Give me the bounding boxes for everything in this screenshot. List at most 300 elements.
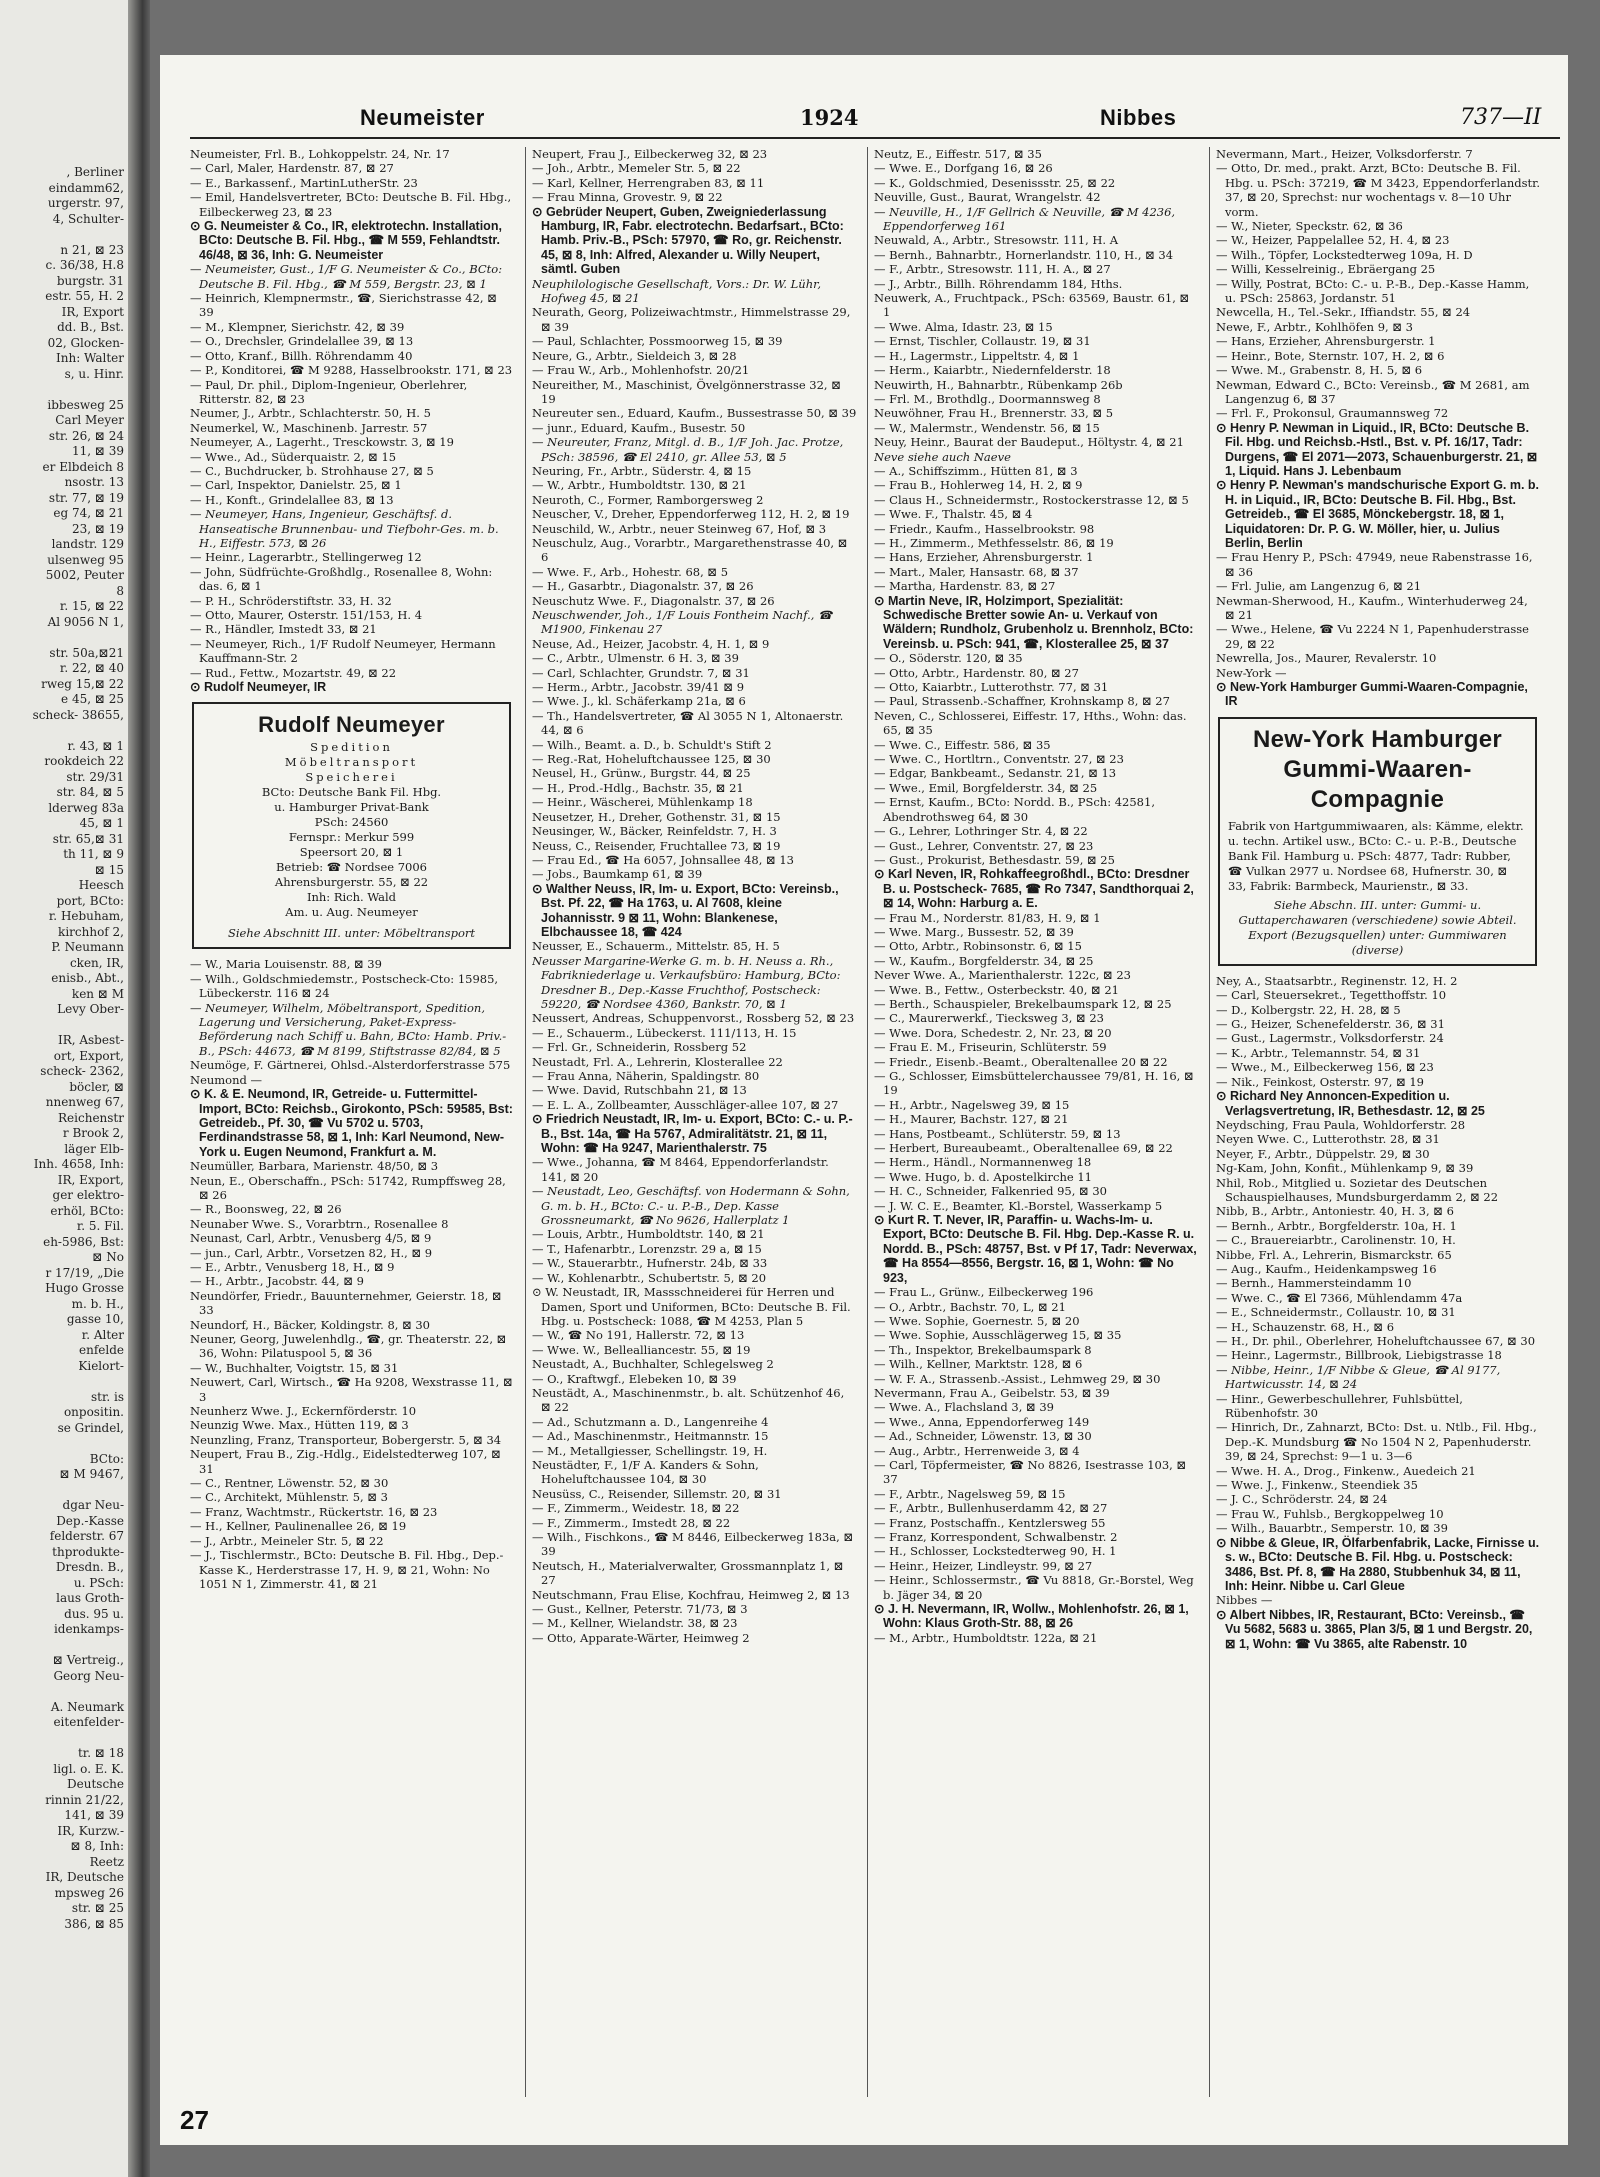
directory-entry: — J. C., Schröderstr. 24, ⊠ 24 <box>1216 1492 1388 1507</box>
ad-line: Am. u. Aug. Neumeyer <box>285 905 418 920</box>
directory-entry: — Wwe. Marg., Bussestr. 52, ⊠ 39 <box>874 924 1074 939</box>
previous-page-line: laus Groth- <box>56 1591 124 1605</box>
directory-entry: — Th., Inspektor, Brekelbaumspark 8 <box>874 1342 1092 1357</box>
previous-page-line: Al 9056 N 1, <box>47 614 124 629</box>
directory-entry: — Neuville, H., 1/F Gellrich & Neuville, ☎ M 4236, Eppendorferweg 161 <box>874 204 1176 234</box>
header-right-keyword: Nibbes <box>1100 105 1177 130</box>
directory-entry: — Carl, Schlachter, Grundstr. 7, ⊠ 31 <box>532 665 750 680</box>
directory-entry: Neusinger, W., Bäcker, Reinfeldstr. 7, H. 3 <box>532 824 777 839</box>
directory-entry: — Ad., Maschinenmstr., Heitmannstr. 15 <box>532 1429 769 1444</box>
directory-entry: Neuscher, V., Dreher, Eppendorferweg 112, H. 2, ⊠ 19 <box>532 507 850 522</box>
directory-entry: — D., Kolbergstr. 22, H. 28, ⊠ 5 <box>1216 1002 1401 1017</box>
directory-entry: — Wwe., Anna, Eppendorferweg 149 <box>874 1414 1090 1429</box>
previous-page-line: A. Neumark <box>50 1699 124 1714</box>
directory-entry: — Heinr., Lagermstr., Billbrook, Liebigstrasse 18 <box>1216 1348 1502 1363</box>
directory-entry: Neuwald, A., Arbtr., Stresowstr. 111, H. A <box>874 233 1119 248</box>
previous-page-line: str. 77, ⊠ 19 <box>48 490 124 505</box>
directory-entry: Neuwöhner, Frau H., Brennerstr. 33, ⊠ 5 <box>874 406 1114 421</box>
directory-entry: — Bernh., Arbtr., Borgfelderstr. 10a, H. 1 <box>1216 1218 1457 1233</box>
previous-page-line: ger elektro- <box>52 1188 124 1202</box>
header-left-keyword: Neumeister <box>360 105 485 130</box>
directory-entry: — W., Arbtr., Humboldtstr. 130, ⊠ 21 <box>532 478 747 493</box>
directory-entry: Neumeyer, A., Lagerht., Tresckowstr. 3, ⊠ 19 <box>190 435 454 450</box>
directory-entry: — Gust., Lagermstr., Volksdorferstr. 24 <box>1216 1031 1444 1046</box>
previous-page-line: ⊠ 15 <box>94 862 124 877</box>
directory-entry: — Aug., Kaufm., Heidenkampsweg 16 <box>1216 1261 1437 1276</box>
directory-entry: — Otto, Arbtr., Robinsonstr. 6, ⊠ 15 <box>874 939 1082 954</box>
directory-entry: Ng-Kam, John, Konfit., Mühlenkamp 9, ⊠ 39 <box>1216 1161 1474 1176</box>
directory-entry: — Wwe. J., kl. Schäferkamp 21a, ⊠ 6 <box>532 694 746 709</box>
directory-entry: — Hans, Erzieher, Ahrensburgerstr. 1 <box>874 550 1094 565</box>
directory-entry: Newe, F., Arbtr., Kohlhöfen 9, ⊠ 3 <box>1216 319 1413 334</box>
directory-entry: — W., Heizer, Pappelallee 52, H. 4, ⊠ 23 <box>1216 233 1450 248</box>
directory-entry: — K., Goldschmied, Desenissstr. 25, ⊠ 22 <box>874 175 1116 190</box>
directory-entry: — K., Arbtr., Telemannstr. 54, ⊠ 31 <box>1216 1045 1421 1060</box>
directory-entry: — E., Schneidermstr., Collaustr. 10, ⊠ 31 <box>1216 1305 1456 1320</box>
directory-entry: Nibbe, Frl. A., Lehrerin, Bismarckstr. 65 <box>1216 1247 1452 1262</box>
directory-entry: Neureither, M., Maschinist, Övelgönnerstrasse 32, ⊠ 19 <box>532 377 841 406</box>
previous-page-line: mpsweg 26 <box>54 1885 124 1900</box>
directory-entry: — Herm., Händl., Normannenweg 18 <box>874 1155 1092 1170</box>
previous-page-line: r Brook 2, <box>62 1126 124 1140</box>
previous-page-line: r. 15, ⊠ 22 <box>59 599 124 613</box>
directory-entry: — C., Architekt, Mühlenstr. 5, ⊠ 3 <box>190 1490 388 1505</box>
previous-page-line: str. 29/31 <box>66 769 124 784</box>
directory-entry: Neupert, Frau J., Eilbeckerweg 32, ⊠ 23 <box>532 147 768 161</box>
directory-entry-highlighted: ⊙ Albert Nibbes, IR, Restaurant, BCto: Vereinsb., ☎ Vu 5682, 5683 u. 3865, Plan 3/5, ⊠ 1 und Bergstr. 20, ⊠ 1, Wohn: ☎ Vu 3865, alte Rabenstr. 10 <box>1216 1607 1533 1651</box>
previous-page-line: eindamm62, <box>48 180 124 195</box>
directory-entry: Neunaber Wwe. S., Vorarbtrn., Rosenallee 8 <box>190 1216 449 1231</box>
directory-entry: — Frau M., Norderstr. 81/83, H. 9, ⊠ 1 <box>874 910 1101 925</box>
directory-entry: — Edgar, Bankbeamt., Sedanstr. 21, ⊠ 13 <box>874 766 1117 781</box>
directory-entry: Neuroth, C., Former, Ramborgersweg 2 <box>532 492 764 507</box>
directory-entry: Neumöge, F. Gärtnerei, Ohlsd.-Alsterdorferstrasse 575 <box>190 1058 511 1073</box>
directory-entry: — Wwe. Hugo, b. d. Apostelkirche 11 <box>874 1169 1092 1184</box>
directory-entry: — Reg.-Rat, Hoheluftchaussee 125, ⊠ 30 <box>532 752 771 767</box>
directory-entry: — Frau Henry P., PSch: 47949, neue Rabenstrasse 16, ⊠ 36 <box>1216 550 1533 579</box>
directory-entry: — O., Drechsler, Grindelallee 39, ⊠ 13 <box>190 334 414 349</box>
previous-page-line: n 21, ⊠ 23 <box>60 242 124 257</box>
directory-entry: — Gust., Lehrer, Conventstr. 27, ⊠ 23 <box>874 838 1094 853</box>
directory-entry: — Herbert, Bureaubeamt., Oberaltenallee 69, ⊠ 22 <box>874 1141 1173 1156</box>
directory-entry: — Hans, Erzieher, Ahrensburgerstr. 1 <box>1216 334 1436 349</box>
directory-entry: Neupert, Frau B., Zig.-Hdlg., Eidelstedterweg 107, ⊠ 31 <box>190 1447 501 1476</box>
directory-entry: — Nik., Feinkost, Osterstr. 97, ⊠ 19 <box>1216 1074 1424 1089</box>
directory-entry: Neussert, Andreas, Schuppenvorst., Rossberg 52, ⊠ 23 <box>532 1011 855 1026</box>
ad-line: BCto: Deutsche Bank Fil. Hbg. <box>261 785 442 800</box>
directory-entry: Neutschmann, Frau Elise, Kochfrau, Heimweg 2, ⊠ 13 <box>532 1587 850 1602</box>
directory-entry: — Wwe., Johanna, ☎ M 8464, Eppendorferlandstr. 141, ⊠ 20 <box>532 1155 829 1184</box>
directory-entry: Neuwirth, H., Bahnarbtr., Rübenkamp 26b <box>874 377 1123 392</box>
previous-page-line: BCto: <box>89 1451 124 1466</box>
directory-entry: — Frau Minna, Grovestr. 9, ⊠ 22 <box>532 190 723 205</box>
directory-entry: — M., Klempner, Sierichstr. 42, ⊠ 39 <box>190 319 405 334</box>
directory-entry: — W., Kohlenarbtr., Schubertstr. 5, ⊠ 20 <box>532 1270 767 1285</box>
previous-page-line: 02, Glocken- <box>47 335 124 350</box>
previous-page-line: ligl. o. E. K. <box>53 1761 124 1776</box>
directory-entry: — Bernh., Bahnarbtr., Hornerlandstr. 110, H., ⊠ 34 <box>874 247 1174 262</box>
directory-entry: — F., Zimmerm., Imstedt 28, ⊠ 22 <box>532 1515 731 1530</box>
previous-page-line: dgar Neu- <box>62 1498 124 1512</box>
directory-entry: — Frau Ed., ☎ Ha 6057, Johnsallee 48, ⊠ 13 <box>532 852 794 867</box>
previous-page-line: r. Hebuham, <box>48 909 124 923</box>
directory-entry: Neuschild, W., Arbtr., neuer Steinweg 67, Hof, ⊠ 3 <box>532 521 827 536</box>
directory-entry: Neuschutz Wwe. F., Diagonalstr. 37, ⊠ 26 <box>532 593 775 608</box>
directory-entry: — R., Händler, Imstedt 33, ⊠ 21 <box>190 622 377 637</box>
directory-entry: — P., Konditorei, ☎ M 9288, Hasselbrookstr. 171, ⊠ 23 <box>190 363 513 378</box>
directory-entry: — Frau B., Hohlerweg 14, H. 2, ⊠ 9 <box>874 478 1083 493</box>
previous-page-line: str. is <box>90 1389 124 1404</box>
directory-entry: — C., Arbtr., Ulmenstr. 6 H. 3, ⊠ 39 <box>532 651 739 666</box>
header-year: 1924 <box>800 105 859 130</box>
ad-line: Speersort 20, ⊠ 1 <box>299 845 404 860</box>
directory-entry: — T., Hafenarbtr., Lorenzstr. 29 a, ⊠ 15 <box>532 1241 762 1256</box>
directory-entry: — Wwe. M., Grabenstr. 8, H. 5, ⊠ 6 <box>1216 363 1423 378</box>
ad-note: Siehe Abschnitt III. unter: Möbeltransport <box>227 926 476 941</box>
directory-entry: — W., Malermstr., Wendenstr. 56, ⊠ 15 <box>874 420 1100 435</box>
previous-page-line: eh-5986, Bst: <box>43 1234 124 1249</box>
directory-entry: — M., Metallgiesser, Schellingstr. 19, H. <box>532 1443 768 1458</box>
directory-entry: — H., Zimmerm., Methfesselstr. 86, ⊠ 19 <box>874 535 1114 550</box>
previous-page-line: gasse 10, <box>66 1312 124 1326</box>
header-rule <box>190 137 1560 139</box>
previous-page-line: IR, Deutsche <box>45 1870 124 1884</box>
directory-entry: — Frau L., Grünw., Eilbeckerweg 196 <box>874 1285 1094 1300</box>
previous-page-line: ⊠ Vertreig., <box>52 1653 124 1667</box>
previous-page-line: Dep.-Kasse <box>56 1513 124 1528</box>
previous-page-line: enisb., Abt., <box>51 971 124 985</box>
previous-page-line: Georg Neu- <box>53 1668 124 1683</box>
previous-page-line: port, BCto: <box>56 893 124 908</box>
previous-page-line: str. 26, ⊠ 24 <box>48 428 124 443</box>
ad-line: Spedition <box>310 740 393 755</box>
previous-page-line: Deutsche <box>67 1777 124 1791</box>
directory-entry: Neuschulz, Aug., Vorarbtr., Margarethenstrasse 40, ⊠ 6 <box>532 535 848 565</box>
directory-entry-highlighted: ⊙ Nibbe & Gleue, IR, Ölfarbenfabrik, Lacke, Firnisse u. s. w., BCto: Deutsche B. Fil. Hbg. u. Postscheck: 3486, Bst. Pf. 8, ☎ Ha 2880, Stubbenhuk 34, ⊠ 11, Inh: Heinr. Nibbe u. Carl Gleue <box>1216 1535 1540 1593</box>
previous-page-line: IR, Export <box>61 304 124 319</box>
directory-entry: — F., Arbtr., Bullenhuserdamm 42, ⊠ 27 <box>874 1501 1108 1516</box>
directory-entry: — H., Schlosser, Lockstedterweg 90, H. 1 <box>874 1544 1117 1559</box>
directory-entry: — jun., Carl, Arbtr., Vorsetzen 82, H., ⊠ 9 <box>190 1245 433 1260</box>
directory-entry: — Jobs., Baumkamp 61, ⊠ 39 <box>532 867 703 882</box>
page-header <box>160 105 1568 145</box>
previous-page-line: P. Neumann <box>51 940 124 954</box>
directory-entry: — Heinrich, Klempnermstr., ☎, Sierichstrasse 42, ⊠ 39 <box>190 291 497 320</box>
directory-entry: — Frau Anna, Näherin, Spaldingstr. 80 <box>532 1069 760 1083</box>
previous-page-line: scheck- 38655, <box>32 707 124 722</box>
ad-line: Möbeltransport <box>284 755 419 770</box>
directory-entry: Neuy, Heinr., Baurat der Baudeput., Höltystr. 4, ⊠ 21 <box>874 435 1184 450</box>
directory-entry: — W., Buchhalter, Voigtstr. 15, ⊠ 31 <box>190 1360 399 1375</box>
directory-entry: — Wwe., Emil, Borgfelderstr. 34, ⊠ 25 <box>874 780 1098 795</box>
previous-page-line: Levy Ober- <box>57 1002 124 1016</box>
previous-page-line: 23, ⊠ 19 <box>71 521 124 536</box>
directory-entry: — Wwe. C., Hortltrn., Conventstr. 27, ⊠ 23 <box>874 752 1124 767</box>
directory-entry: — Frl. Gr., Schneiderin, Rossberg 52 <box>532 1040 747 1055</box>
previous-page-line: er Elbdeich 8 <box>42 459 124 474</box>
directory-entry-highlighted: ⊙ Martin Neve, IR, Holzimport, Spezialität: Schwedische Bretter sowie An- u. Verkauf von Wäldern; Rundholz, Grubenholz u. Brennholz, BCto: Vereinsb. u. PSch: 941, ☎, Klosterallee 25, ⊠ 37 <box>874 593 1194 651</box>
directory-entry: — Frau W., Fuhlsb., Bergkoppelweg 10 <box>1216 1506 1444 1521</box>
previous-page-line: onpositin. <box>63 1405 124 1419</box>
directory-entry: New-York — <box>1216 665 1287 680</box>
directory-entry: — W. F. A., Strassenb.-Assist., Lehmweg 29, ⊠ 30 <box>874 1371 1161 1386</box>
directory-entry: Neyer, F., Arbtr., Düppelstr. 29, ⊠ 30 <box>1216 1146 1430 1161</box>
directory-entry: — Carl, Töpfermeister, ☎ No 8826, Isestrasse 103, ⊠ 37 <box>874 1457 1187 1487</box>
ad-line: PSch: 24560 <box>314 815 389 830</box>
directory-entry: Newcella, H., Tel.-Sekr., Iffiandstr. 55, ⊠ 24 <box>1216 305 1471 320</box>
directory-entry: — Neumeyer, Hans, Ingenieur, Geschäftsf. d. Hanseatische Brunnenbau- und Tiefbohr-Ges. m. b. H., Eiffestr. 573, ⊠ 26 <box>190 507 499 550</box>
directory-entry: — W., Kaufm., Borgfelderstr. 34, ⊠ 25 <box>874 953 1094 968</box>
ad-line: Inh: Rich. Wald <box>306 890 397 905</box>
previous-page-line: str. ⊠ 25 <box>71 1901 124 1915</box>
footer-page-number: 27 <box>180 2105 209 2135</box>
directory-entry: — Otto, Apparate-Wärter, Heimweg 2 <box>532 1630 750 1645</box>
directory-entry: Nibb, B., Arbtr., Antoniestr. 40, H. 3, ⊠ 6 <box>1216 1204 1454 1219</box>
directory-entry: Ney, A., Staatsarbtr., Reginenstr. 12, H. 2 <box>1216 973 1458 988</box>
directory-entry: — H., Arbtr., Jacobstr. 44, ⊠ 9 <box>190 1274 364 1289</box>
directory-entry: — W., ☎ No 191, Hallerstr. 72, ⊠ 13 <box>532 1328 745 1343</box>
previous-page-line: böcler, ⊠ <box>69 1079 124 1094</box>
directory-entry: — F., Arbtr., Stresowstr. 111, H. A., ⊠ 27 <box>874 262 1111 277</box>
previous-page-line: dd. B., Bst. <box>57 320 124 334</box>
ad-note: Siehe Abschn. III. unter: Gummi- u. Guttaperchawaren (verschiedene) sowie Abteil. Export (Bezugsquellen) unter: Gummiwaren (diverse) <box>1238 897 1517 957</box>
directory-entry: — H., Kellner, Paulinenallee 26, ⊠ 19 <box>190 1519 407 1534</box>
column-divider <box>867 147 868 2097</box>
previous-page-line: urgerstr. 97, <box>47 196 124 210</box>
directory-entry: — Wwe. B., Fettw., Osterbeckstr. 40, ⊠ 21 <box>874 982 1119 997</box>
directory-entry-highlighted: ⊙ Walther Neuss, IR, Im- u. Export, BCto: Vereinsb., Bst. Pf. 22, ☎ Ha 1763, u. Al 7608, kleine Johannisstr. 9 ⊠ 11, Wohn: Blankenese, Elbchaussee 18, ☎ 424 <box>532 881 839 939</box>
directory-entry: — G., Heizer, Schenefelderstr. 36, ⊠ 31 <box>1216 1017 1445 1032</box>
directory-entry: Neusel, H., Grünw., Burgstr. 44, ⊠ 25 <box>532 766 751 781</box>
directory-entry: Nevermann, Frau A., Geibelstr. 53, ⊠ 39 <box>874 1385 1110 1400</box>
directory-entry: — Nibbe, Heinr., 1/F Nibbe & Gleue, ☎ Al 9177, Hartwicusstr. 14, ⊠ 24 <box>1216 1362 1501 1392</box>
directory-entry: Neydsching, Frau Paula, Wohldorferstr. 28 <box>1216 1117 1466 1132</box>
previous-page-line: r. 5. Fil. <box>76 1219 124 1233</box>
directory-entry: — Wwe. Alma, Idastr. 23, ⊠ 15 <box>874 319 1053 334</box>
directory-entry: — Otto, Maurer, Osterstr. 151/153, H. 4 <box>190 608 423 622</box>
directory-entry-highlighted: ⊙ New-York Hamburger Gummi-Waaren-Compagnie, IR <box>1216 680 1528 709</box>
directory-page <box>160 55 1568 2145</box>
previous-page-line: cken, IR, <box>69 955 124 970</box>
directory-entry: — Wilh., Bauarbtr., Semperstr. 10, ⊠ 39 <box>1216 1521 1448 1536</box>
directory-entry: — Hinrich, Dr., Zahnarzt, BCto: Dst. u. Ntlb., Fil. Hbg., Dep.-K. Mundsburg ☎ No 1504 N 2, Papenhuderstr. 39, ⊠ 24, Sprechst: 9—1 u. 3—6 <box>1216 1420 1537 1464</box>
directory-entry: — Wwe., M., Eilbeckerweg 156, ⊠ 23 <box>1216 1060 1434 1075</box>
previous-page-line: ort, Export, <box>53 1048 124 1063</box>
directory-entry: — R., Boonsweg, 22, ⊠ 26 <box>190 1202 342 1217</box>
directory-entry: Neven, C., Schlosserei, Eiffestr. 17, Hths., Wohn: das. 65, ⊠ 35 <box>874 708 1187 738</box>
directory-entry: — Wwe., Helene, ☎ Vu 2224 N 1, Papenhuderstrasse 29, ⊠ 22 <box>1216 622 1529 651</box>
directory-entry: Neuse, Ad., Heizer, Jacobstr. 4, H. 1, ⊠ 9 <box>532 636 770 651</box>
ad-line: u. Hamburger Privat-Bank <box>274 800 429 815</box>
directory-entry: — Wwe. Dora, Schedestr. 2, Nr. 23, ⊠ 20 <box>874 1025 1112 1040</box>
directory-entry: — H., Dr. phil., Oberlehrer, Hoheluftchaussee 67, ⊠ 30 <box>1216 1334 1536 1348</box>
previous-page-line: se Grindel, <box>57 1420 124 1435</box>
directory-entry: — Frl. Julie, am Langenzug 6, ⊠ 21 <box>1216 579 1422 594</box>
directory-entry: — Frau E. M., Friseurin, Schlüterstr. 59 <box>874 1040 1107 1055</box>
directory-entry: — Wwe. H. A., Drog., Finkenw., Auedeich 21 <box>1216 1463 1476 1478</box>
directory-entry: — H., Schauzenstr. 68, H., ⊠ 6 <box>1216 1319 1395 1334</box>
previous-page-line: s, u. Hinr. <box>64 366 124 381</box>
previous-page-line: Inh: Walter <box>56 351 124 365</box>
directory-entry: — J. W. C. E., Beamter, Kl.-Borstel, Wasserkamp 5 <box>874 1198 1163 1213</box>
directory-entry: — Willi, Kesselreinig., Ebräergang 25 <box>1216 262 1436 277</box>
directory-entry: — Paul, Dr. phil., Diplom-Ingenieur, Oberlehrer, Ritterstr. 82, ⊠ 23 <box>190 377 468 406</box>
previous-page-line: u. PSch: <box>73 1575 124 1590</box>
directory-entry: — M., Kellner, Wielandstr. 38, ⊠ 23 <box>532 1616 738 1631</box>
directory-entry: — Paul, Schlachter, Possmoorweg 15, ⊠ 39 <box>532 334 783 349</box>
directory-entry: Neusüss, C., Reisender, Sillemstr. 20, ⊠ 31 <box>532 1486 782 1501</box>
directory-entry: — C., Buchdrucker, b. Strohhause 27, ⊠ 5 <box>190 463 434 478</box>
directory-entry: — F., Zimmerm., Weidestr. 18, ⊠ 22 <box>532 1501 740 1516</box>
previous-page-line: läger Elb- <box>64 1141 124 1156</box>
directory-entry: Neuville, Gust., Baurat, Wrangelstr. 42 <box>874 190 1101 205</box>
directory-entry: Neureuter sen., Eduard, Kaufm., Bussestrasse 50, ⊠ 39 <box>532 406 857 421</box>
directory-entry: Neutz, E., Eiffestr. 517, ⊠ 35 <box>874 147 1042 161</box>
directory-entry: Neustadt, A., Buchhalter, Schlegelsweg 2 <box>532 1357 774 1372</box>
directory-entry: Never Wwe. A., Marienthalerstr. 122c, ⊠ 23 <box>874 968 1131 983</box>
advertisement-rudolf-neumeyer <box>192 702 511 949</box>
directory-entry: Neundorf, H., Bäcker, Koldingstr. 8, ⊠ 30 <box>190 1317 430 1332</box>
directory-entry: — A., Schiffszimm., Hütten 81, ⊠ 3 <box>874 463 1078 478</box>
previous-page-line: ⊠ No <box>92 1250 124 1264</box>
book-fold <box>128 0 150 2177</box>
previous-page-line: scheck- 2362, <box>40 1064 124 1078</box>
directory-entry: Neumüller, Barbara, Marienstr. 48/50, ⊠ 3 <box>190 1159 439 1174</box>
previous-page-line: IR, Kurzw.- <box>57 1823 124 1838</box>
previous-page-line: ⊠ 8, Inh: <box>70 1839 124 1853</box>
directory-entry: — Wwe. F., Thalstr. 45, ⊠ 4 <box>874 507 1033 522</box>
directory-entry: Neusser Margarine-Werke G. m. b. H. Neuss a. Rh., Fabrikniederlage u. Verkaufsbüro: Hamburg, BCto: Dresdner B., Dep.-Kasse Fruchthof, Postscheck: 59220, ☎ Nordsee 4360, Bankstr. 70, ⊠ 1 <box>532 953 841 1011</box>
directory-entry: — Ernst, Kaufm., BCto: Nordd. B., PSch: 42581, Abendrothsweg 64, ⊠ 30 <box>874 795 1155 824</box>
previous-page-line: burgstr. 31 <box>56 273 124 288</box>
directory-entry: — Frl. M., Brothdlg., Doormannsweg 8 <box>874 391 1101 406</box>
directory-entry: — E., Arbtr., Venusberg 18, H., ⊠ 9 <box>190 1259 395 1274</box>
ad-title: Rudolf Neumeyer <box>258 712 445 738</box>
directory-entry: — Rud., Fettw., Mozartstr. 49, ⊠ 22 <box>190 665 397 680</box>
directory-entry: — Wwe. David, Rutschbahn 21, ⊠ 13 <box>532 1083 747 1098</box>
directory-entry: — C., Rentner, Löwenstr. 52, ⊠ 30 <box>190 1476 389 1491</box>
directory-entry: — Frl. F., Prokonsul, Graumannsweg 72 <box>1216 406 1449 421</box>
directory-entry: Neustädter, F., 1/F A. Kanders & Sohn, Hoheluftchaussee 104, ⊠ 30 <box>532 1457 759 1487</box>
directory-entry: Neunast, Carl, Arbtr., Venusberg 4/5, ⊠ 9 <box>190 1231 432 1246</box>
column-1 <box>190 147 515 2097</box>
directory-entry: Neuwert, Carl, Wirtsch., ☎ Ha 9208, Wexstrasse 11, ⊠ 3 <box>190 1375 513 1404</box>
directory-entry: — Heinr., Wäscherei, Mühlenkamp 18 <box>532 795 753 810</box>
directory-entry: Neyen Wwe. C., Lutterothstr. 28, ⊠ 31 <box>1216 1132 1440 1147</box>
previous-page-line: IR, Export, <box>57 1172 124 1187</box>
directory-entry: — Otto, Kranf., Billh. Röhrendamm 40 <box>190 348 413 363</box>
advertisement-new-york-hamburger-gummi <box>1218 717 1537 966</box>
directory-entry: Neunherz Wwe. J., Eckernförderstr. 10 <box>190 1404 417 1419</box>
directory-entry: Neun, E., Oberschaffn., PSch: 51742, Rumpffsweg 28, ⊠ 26 <box>190 1173 506 1202</box>
directory-entry: — Wilh., Kellner, Marktstr. 128, ⊠ 6 <box>874 1357 1083 1372</box>
directory-entry: — P. H., Schröderstiftstr. 33, H. 32 <box>190 593 392 608</box>
directory-entry: Neuschwender, Joh., 1/F Louis Fontheim Nachf., ☎ M1900, Finkenau 27 <box>532 608 833 637</box>
directory-entry: — Wwe. F., Arb., Hohestr. 68, ⊠ 5 <box>532 564 729 579</box>
previous-page-line: Reetz <box>89 1854 124 1869</box>
directory-entry-highlighted: ⊙ Rudolf Neumeyer, IR <box>190 680 327 695</box>
previous-page-line: idenkamps- <box>53 1622 124 1636</box>
directory-entry: Neuphilologische Gesellschaft, Vors.: Dr. W. Lühr, Hofweg 45, ⊠ 21 <box>532 276 822 306</box>
previous-page-line: r. Alter <box>81 1327 124 1342</box>
previous-page-line: m. b. H., <box>71 1296 124 1311</box>
directory-entry: — E., Schauerm., Lübeckerst. 111/113, H. 15 <box>532 1025 797 1040</box>
previous-page-line: kirchhof 2, <box>58 924 124 939</box>
previous-page-line: c. 36/38, H.8 <box>45 258 124 272</box>
directory-entry: — Mart., Maler, Hansastr. 68, ⊠ 37 <box>874 564 1079 579</box>
directory-entry: — Wwe. Sophie, Goernestr. 5, ⊠ 20 <box>874 1313 1080 1328</box>
previous-page-line: landstr. 129 <box>51 537 124 551</box>
directory-entry: — Ad., Schutzmann a. D., Langenreihe 4 <box>532 1414 769 1429</box>
directory-entry: — Heinr., Bote, Sternstr. 107, H. 2, ⊠ 6 <box>1216 348 1445 363</box>
directory-entry: — Bernh., Hammersteindamm 10 <box>1216 1276 1412 1291</box>
column-divider <box>525 147 526 2097</box>
directory-entry-highlighted: ⊙ Friedrich Neustadt, IR, Im- u. Export, BCto: C.- u. P.-B., Bst. 14a, ☎ Ha 5767, Admiralitätstr. 21, ⊠ 11, Wohn: ☎ Ha 9247, Marienthalerstr. 75 <box>532 1112 853 1156</box>
directory-entry: — Berth., Schauspieler, Brekelbaumspark 12, ⊠ 25 <box>874 996 1172 1011</box>
directory-entry: — E. L. A., Zollbeamter, Ausschläger-allee 107, ⊠ 27 <box>532 1097 839 1112</box>
directory-entry: Neustadt, Frl. A., Lehrerin, Klosterallee 22 <box>532 1054 783 1069</box>
previous-page-line: Reichenstr <box>58 1110 124 1125</box>
directory-entry: — Neumeyer, Rich., 1/F Rudolf Neumeyer, Hermann Kauffmann-Str. 2 <box>190 636 496 666</box>
directory-entry: — Wwe., Ad., Süderquaistr. 2, ⊠ 15 <box>190 449 397 464</box>
directory-entry: — Th., Handelsvertreter, ☎ Al 3055 N 1, Altonaerstr. 44, ⊠ 6 <box>532 708 844 738</box>
directory-entry: — Carl, Inspektor, Danielstr. 25, ⊠ 1 <box>190 478 402 493</box>
previous-page-line: Hugo Grosse <box>45 1281 124 1295</box>
directory-entry: — M., Arbtr., Humboldtstr. 122a, ⊠ 21 <box>874 1630 1098 1645</box>
ad-body: Fabrik von Hartgummiwaaren, als: Kämme, elektr. u. techn. Artikel usw., BCto: C.- u. P.-B., Deutsche Bank Fil. Hamburg u. PSch: 4877, Tadr: Rubber, ☎ Vulkan 2977 u. Nordsee 68, Hufnerstr. 30, ⊠ 33, Fabrik: Barmbeck, Maurienstr., ⊠ 33. <box>1228 818 1524 893</box>
ad-title: New-York Hamburger Gummi-Waaren-Compagnie <box>1252 725 1502 813</box>
directory-entry: — Paul, Strassenb.-Schaffner, Krohnskamp 8, ⊠ 27 <box>874 694 1170 709</box>
directory-entry-highlighted: ⊙ J. H. Nevermann, IR, Wollw., Mohlenhofstr. 26, ⊠ 1, Wohn: Klaus Groth-Str. 88, ⊠ 26 <box>874 1602 1189 1631</box>
directory-entry: Neure, G., Arbtr., Sieldeich 3, ⊠ 28 <box>532 348 737 363</box>
ad-line: Ahrensburgerstr. 55, ⊠ 22 <box>274 875 429 890</box>
directory-entry: Neuring, Fr., Arbtr., Süderstr. 4, ⊠ 15 <box>532 463 752 478</box>
directory-entry: — H. C., Schneider, Falkenried 95, ⊠ 30 <box>874 1184 1107 1199</box>
directory-entry-highlighted: ⊙ Henry P. Newman in Liquid., IR, BCto: Deutsche B. Fil. Hbg. und Reichsb.-Hstl., Bst. v. Pf. 16/17, Tadr: Durgens, ☎ El 2071—2073, Schauenburgerstr. 21, ⊠ 1, Liquid. Hans J. Lebenbaum <box>1216 420 1538 478</box>
previous-page-line: enfelde <box>79 1343 124 1357</box>
directory-entry: — Ernst, Tischler, Collaustr. 19, ⊠ 31 <box>874 334 1091 349</box>
directory-entry: ⊙ W. Neustadt, IR, Massschneiderei für Herren und Damen, Sport und Uniformen, BCto: Deutsche B. Fil. Hbg. u. Postscheck: 1088, ☎ M 4253, Plan 5 <box>532 1285 851 1328</box>
previous-page-line: Kielort- <box>78 1358 124 1373</box>
directory-entry: — J., Arbtr., Billh. Röhrendamm 184, Hths. <box>874 276 1123 291</box>
previous-page-line: erhöl, BCto: <box>50 1203 124 1218</box>
directory-entry-highlighted: ⊙ Richard Ney Annoncen-Expedition u. Verlagsvertretung, IR, Bethesdastr. 12, ⊠ 25 <box>1216 1089 1485 1118</box>
header-page-number: 737—II <box>1460 105 1542 130</box>
directory-entry: — Otto, Dr. med., prakt. Arzt, BCto: Deutsche B. Fil. Hbg. u. PSch: 37219, ☎ M 3423, Eppendorferlandstr. 37, ⊠ 20, Sprechst: nur wochentags v. 8—10 Uhr vorm. <box>1216 161 1541 219</box>
directory-entry: Neusetzer, H., Dreher, Gothenstr. 31, ⊠ 15 <box>532 809 781 824</box>
previous-page-line: felderstr. 67 <box>49 1529 124 1543</box>
previous-page-line: 4, Schulter- <box>52 211 124 226</box>
directory-entry: — H., Arbtr., Nagelsweg 39, ⊠ 15 <box>874 1097 1070 1112</box>
directory-entry: — Wilh., Goldschmiedemstr., Postscheck-Cto: 15985, Lübeckerstr. 116 ⊠ 24 <box>190 971 499 1001</box>
previous-page-line: lderweg 83a <box>48 800 124 815</box>
previous-page-line: tr. ⊠ 18 <box>77 1746 124 1760</box>
directory-entry: — Otto, Arbtr., Hardenstr. 80, ⊠ 27 <box>874 665 1079 680</box>
directory-entry: Neumond — <box>190 1072 263 1087</box>
previous-page-line: 8 <box>116 583 124 598</box>
directory-entry: Newrella, Jos., Maurer, Revalerstr. 10 <box>1216 651 1437 666</box>
directory-entry-highlighted: ⊙ Karl Neven, IR, Rohkaffeegroßhdl., BCto: Dresdner B. u. Postscheck- 7685, ☎ Ro 7347, Sandthorquai 2, ⊠ 14, Wohn: Harburg a. E. <box>874 867 1194 911</box>
directory-entry: — Karl, Kellner, Herrengraben 83, ⊠ 11 <box>532 175 765 190</box>
previous-page-line: eitenfelder- <box>53 1715 124 1729</box>
previous-page-line: th 11, ⊠ 9 <box>63 847 124 861</box>
column-4 <box>1216 147 1541 2097</box>
previous-page-line: eg 74, ⊠ 21 <box>53 506 124 520</box>
directory-entry: — Franz, Postschaffn., Kentzlersweg 55 <box>874 1515 1106 1530</box>
directory-entry: — Wwe. W., Bellealliancestr. 55, ⊠ 19 <box>532 1342 751 1357</box>
directory-entry: — Herm., Arbtr., Jacobstr. 39/41 ⊠ 9 <box>532 680 745 695</box>
previous-page-line: ken ⊠ M <box>71 986 124 1001</box>
